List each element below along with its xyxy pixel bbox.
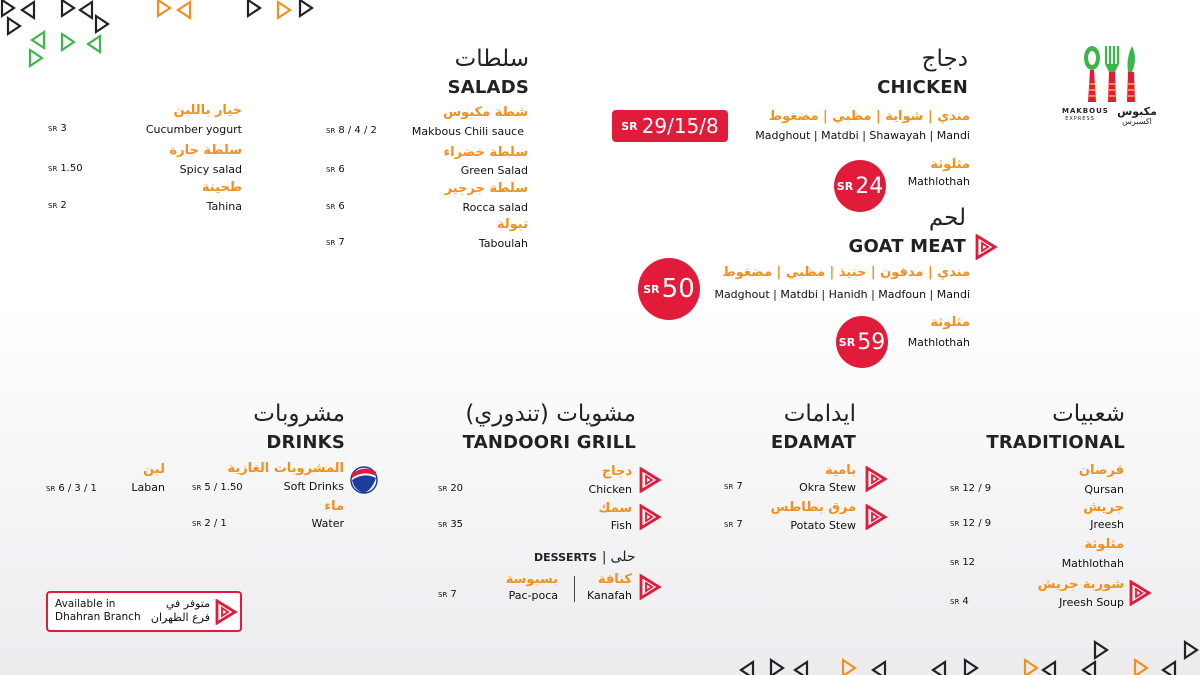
pepsi-logo-icon [350, 466, 378, 494]
traditional-title-ar: شعبيات [1052, 401, 1125, 427]
salad-tahina-ar: طحينة [201, 180, 242, 195]
salad-cucumber-ar: خيار باللبن [173, 103, 242, 118]
chicken-price-value: 29/15/8 [641, 114, 719, 138]
drink-water-ar: ماء [324, 499, 344, 514]
brand-tag-en: EXPRESS [1065, 116, 1095, 122]
trad-mathlothah-price: SR 12 [950, 557, 976, 568]
tandoori-fish-ar: سمك [598, 501, 632, 516]
brand-name-en: MAKBOUS [1062, 107, 1109, 115]
trad-mathlothah-en: Mathlothah [1061, 557, 1124, 570]
trad-qursan-en: Qursan [1084, 483, 1124, 496]
drink-soft-en: Soft Drinks [283, 480, 344, 493]
desserts-title-ar: حلى [610, 549, 636, 565]
salad-green-price: SR 6 [326, 164, 345, 175]
salad-green-ar: سلطة خضراء [443, 145, 528, 160]
play-triangle-icon [638, 467, 662, 493]
goat-mathlothah-price: SR 59 [836, 316, 888, 368]
chicken-mathlothah-ar: مثلوثة [930, 157, 970, 172]
salad-chili-ar: شطة مكبوس [443, 105, 528, 120]
chicken-variants-ar: مندي | شواية | مظبي | مضغوط [768, 109, 970, 124]
salad-cucumber-en: Cucumber yogurt [145, 123, 242, 136]
play-triangle-icon [864, 466, 888, 492]
dessert-divider [574, 576, 575, 602]
goat-variants-en: Madghout | Matdbi | Hanidh | Madfoun | Mandi [714, 288, 970, 301]
desserts-price: SR 7 [438, 589, 457, 600]
drinks-title-ar: مشروبات [253, 401, 345, 427]
edamat-okra-ar: بامية [824, 463, 856, 478]
drink-laban-ar: لبن [143, 462, 165, 477]
salad-spicy-en: Spicy salad [179, 163, 242, 176]
play-triangle-icon [974, 234, 998, 260]
brand-logo [1062, 44, 1162, 136]
dessert-basbousa-ar: بسبوسة [505, 572, 558, 587]
play-triangle-icon [214, 599, 238, 625]
drinks-title-en: DRINKS [266, 432, 345, 453]
trad-qursan-ar: قرصان [1078, 463, 1124, 478]
edamat-title-en: EDAMAT [770, 432, 856, 453]
tandoori-chicken-ar: دجاج [601, 464, 632, 479]
salad-tahina-en: Tahina [206, 200, 242, 213]
availability-box [46, 591, 242, 632]
salad-taboulah-price: SR 7 [326, 237, 345, 248]
chicken-title-en: CHICKEN [877, 77, 968, 98]
play-triangle-icon [864, 504, 888, 530]
drink-water-en: Water [311, 517, 344, 530]
edamat-potato-price: SR 7 [724, 519, 743, 530]
salads-title-en: SALADS [447, 77, 529, 98]
traditional-title-en: TRADITIONAL [986, 432, 1125, 453]
dessert-kanafah-ar: كنافة [597, 572, 632, 587]
salad-taboulah-ar: تبولة [496, 217, 528, 232]
chicken-mathlothah-en: Mathlothah [907, 175, 970, 188]
chicken-title-ar: دجاج [921, 46, 968, 72]
salad-chili-price: SR 8 / 4 / 2 [326, 125, 377, 136]
salad-green-en: Green Salad [460, 164, 528, 177]
goat-price: SR 50 [638, 258, 700, 320]
fork-knife-logo-icon [1080, 44, 1142, 106]
chicken-variants-en: Madghout | Matdbi | Shawayah | Mandi [755, 129, 970, 142]
salad-chili-en: Makbous Chili sauce [411, 125, 524, 138]
drink-laban-price: SR 6 / 3 / 1 [46, 483, 97, 494]
play-triangle-icon [638, 504, 662, 530]
edamat-potato-en: Potato Stew [790, 519, 856, 532]
drink-soft-ar: المشروبات الغازية [227, 461, 344, 476]
trad-soup-ar: شوربة جريش [1037, 577, 1124, 592]
goat-title-en: GOAT MEAT [848, 236, 966, 257]
dessert-basbousa-en: Pac-poca [508, 589, 558, 602]
edamat-potato-ar: مرق بطاطس [770, 500, 856, 515]
tandoori-title-en: TANDOORI GRILL [462, 432, 636, 453]
desserts-title-en: DESSERTS [534, 551, 597, 564]
salad-rocca-en: Rocca salad [462, 201, 528, 214]
decor-triangles-bottom-right [735, 640, 1200, 675]
salad-spicy-ar: سلطة حارة [169, 143, 242, 158]
tandoori-title-ar: مشويات (تندوري) [465, 401, 636, 427]
salad-tahina-price: SR 2 [48, 200, 67, 211]
chicken-mathlothah-price: SR 24 [834, 160, 886, 212]
edamat-title-ar: ايدامات [783, 401, 856, 427]
tandoori-fish-en: Fish [610, 519, 632, 532]
salad-rocca-ar: سلطة جرجير [444, 181, 528, 196]
edamat-okra-en: Okra Stew [799, 481, 856, 494]
decor-triangles-top-left [0, 0, 320, 80]
tandoori-chicken-en: Chicken [588, 483, 632, 496]
desserts-heading: DESSERTS | حلى [534, 549, 636, 565]
goat-title-ar: لحم [928, 205, 966, 231]
brand-name-ar: مكبوس [1117, 105, 1157, 118]
drink-laban-en: Laban [131, 481, 165, 494]
salad-taboulah-en: Taboulah [478, 237, 528, 250]
play-triangle-icon [1128, 580, 1152, 606]
salads-title-ar: سلطات [454, 46, 529, 72]
trad-jreesh-price: SR 12 / 9 [950, 518, 992, 529]
salad-rocca-price: SR 6 [326, 201, 345, 212]
dessert-kanafah-en: Kanafah [586, 589, 632, 602]
trad-soup-en: Jreesh Soup [1059, 596, 1124, 609]
goat-mathlothah-ar: مثلوثة [930, 315, 970, 330]
play-triangle-icon [638, 574, 662, 600]
goat-variants-ar: مندي | مدفون | حنيذ | مظبي | مضغوط [722, 265, 970, 280]
salad-spicy-price: SR 1.50 [48, 163, 83, 174]
tandoori-fish-price: SR 35 [438, 519, 464, 530]
goat-mathlothah-en: Mathlothah [907, 336, 970, 349]
edamat-okra-price: SR 7 [724, 481, 743, 492]
drink-water-price: SR 2 / 1 [192, 518, 227, 529]
trad-qursan-price: SR 12 / 9 [950, 483, 992, 494]
availability-ar: متوفر في فرع الظهران [150, 597, 210, 624]
drink-soft-price: SR 5 / 1.50 [192, 482, 243, 493]
trad-jreesh-ar: جريش [1083, 500, 1124, 515]
availability-en: Available in Dhahran Branch [55, 598, 141, 623]
tandoori-chicken-price: SR 20 [438, 483, 464, 494]
chicken-price-badge: SR 29/15/8 [612, 110, 728, 142]
brand-tag-ar: اكسبرس [1122, 117, 1152, 126]
salad-cucumber-price: SR 3 [48, 123, 67, 134]
trad-mathlothah-ar: مثلوثة [1084, 537, 1124, 552]
trad-jreesh-en: Jreesh [1090, 518, 1124, 531]
trad-soup-price: SR 4 [950, 596, 969, 607]
